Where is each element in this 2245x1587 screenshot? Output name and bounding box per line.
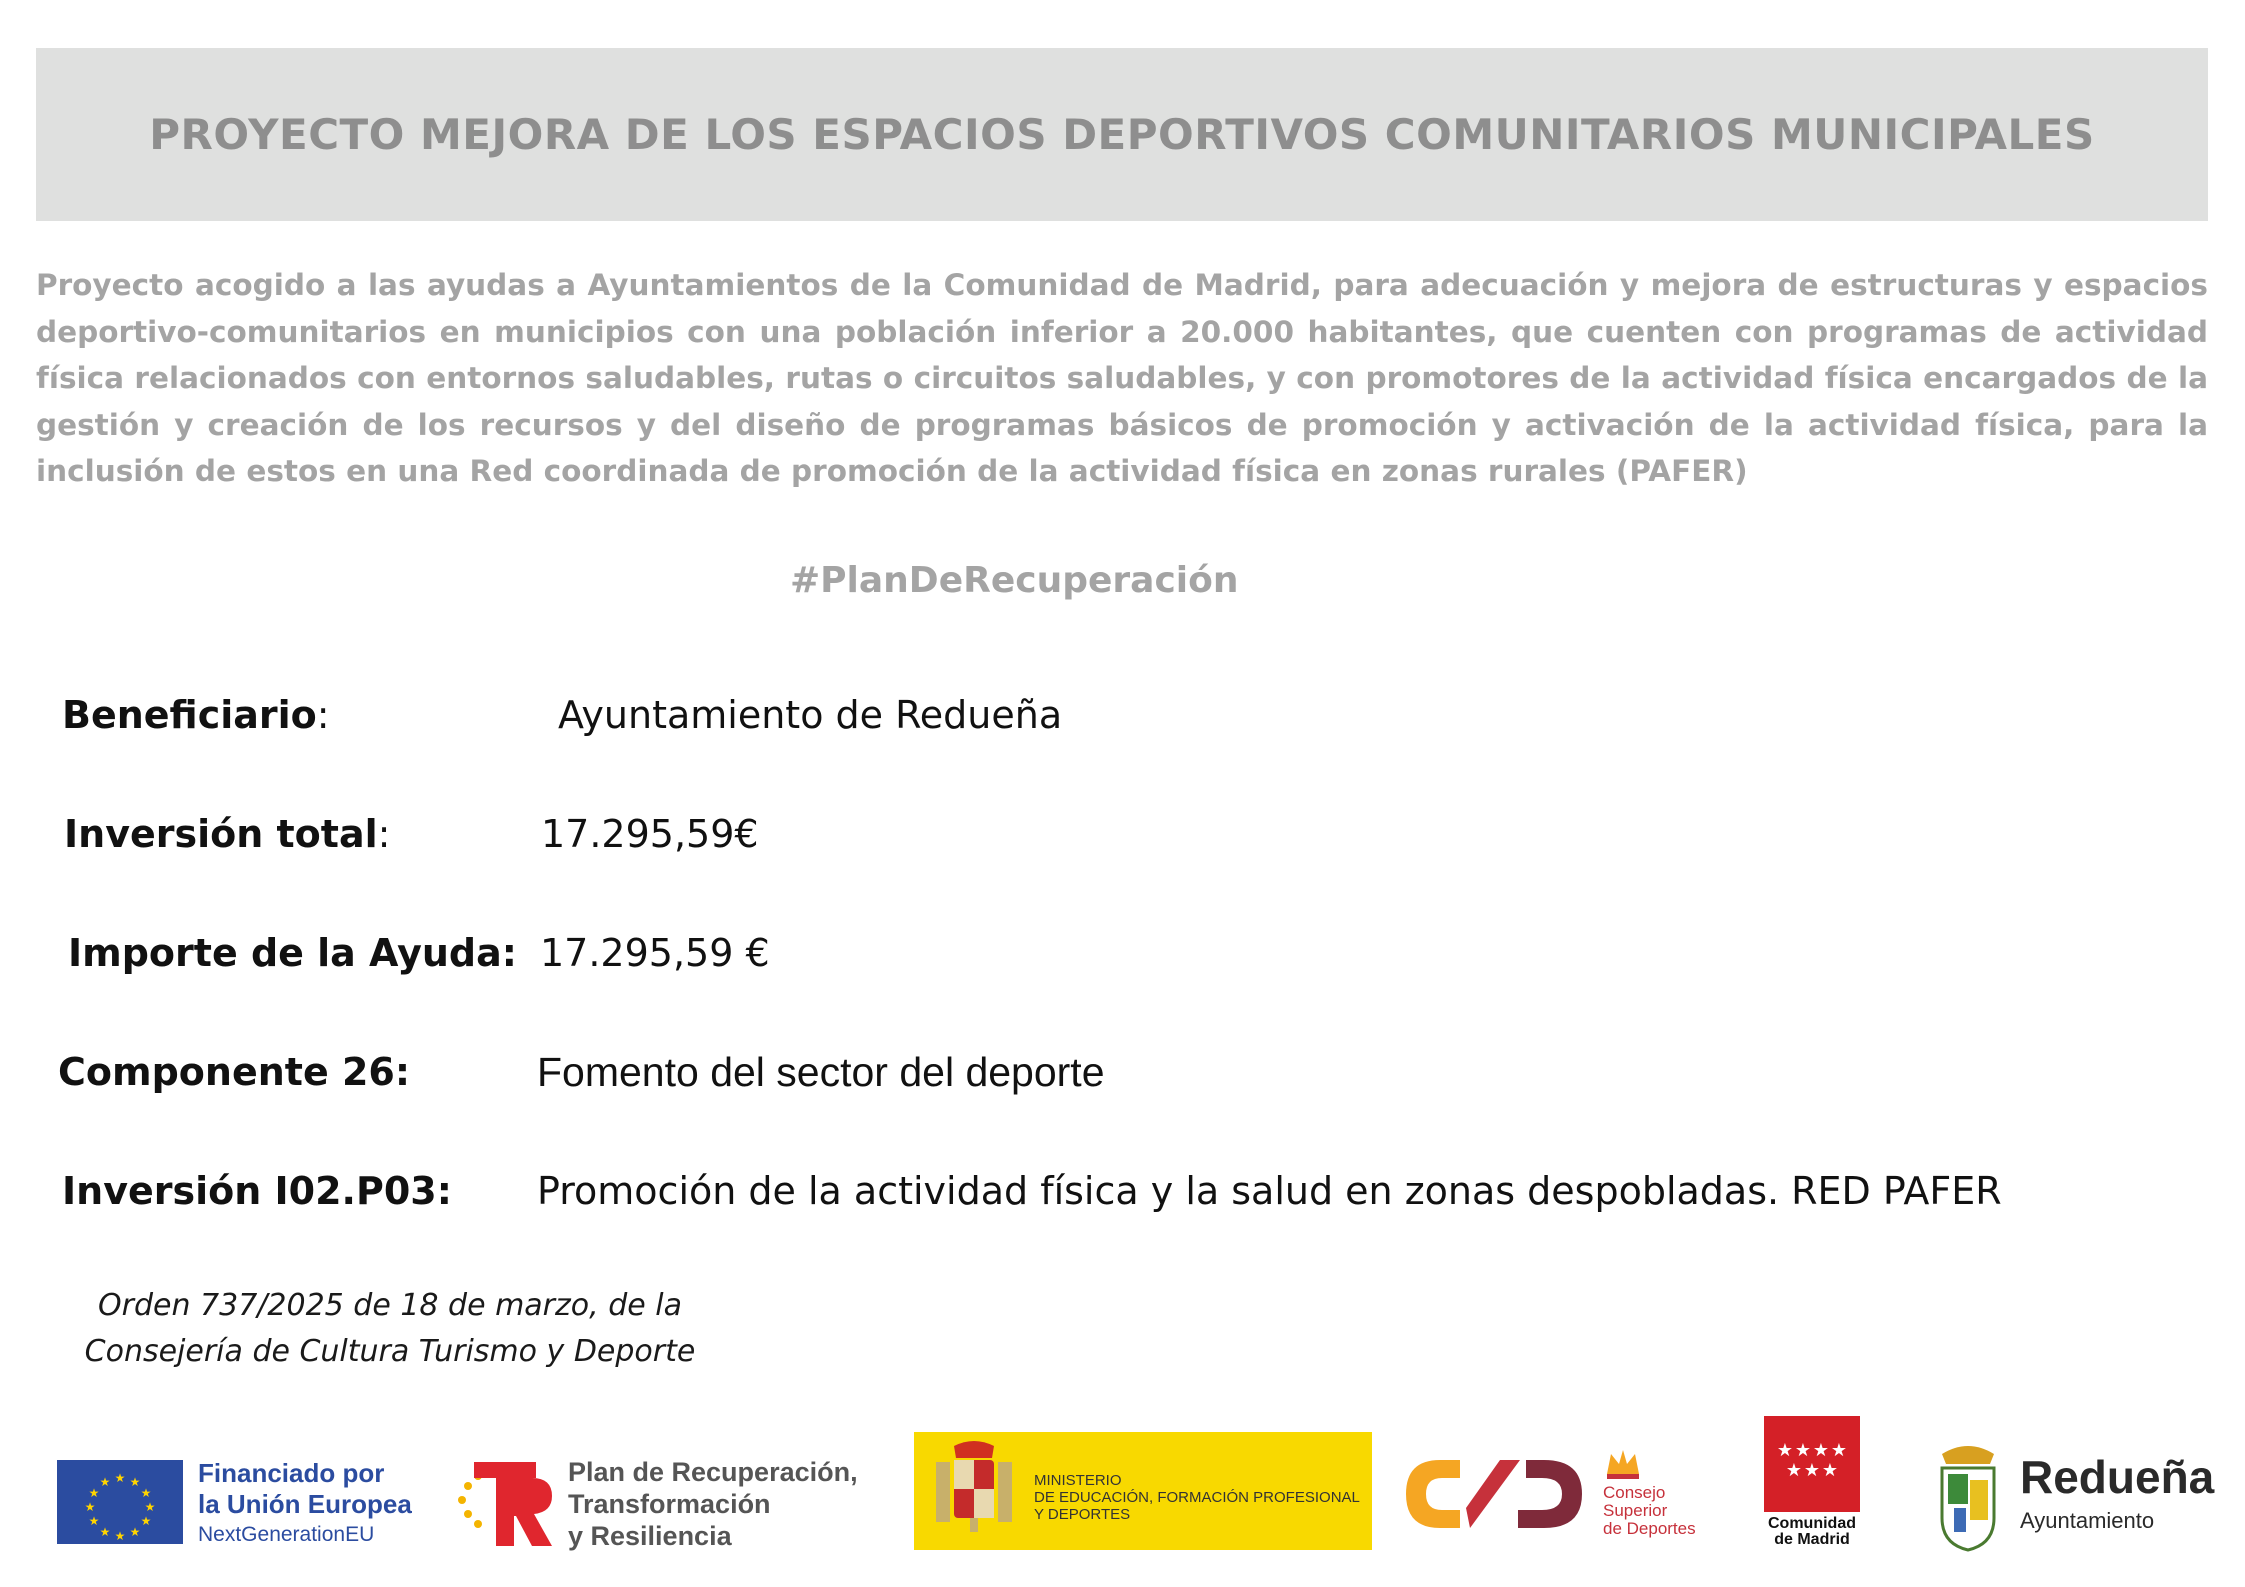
reduena-coat-of-arms-icon [1936,1440,2000,1557]
svg-text:★: ★ [1821,1460,1839,1481]
svg-text:★: ★ [1830,1440,1848,1461]
ministerio-logo [914,1432,1372,1550]
svg-text:★: ★ [88,1514,100,1528]
svg-text:★: ★ [1776,1440,1794,1461]
crown-icon [1603,1444,1643,1485]
svg-text:★: ★ [140,1486,152,1500]
prtr-logo-text: Plan de Recuperación, Transformación y Resiliencia [568,1457,858,1551]
svg-text:★: ★ [1794,1440,1812,1461]
svg-text:★: ★ [88,1486,100,1500]
beneficiario-label: Beneficiario: [62,693,330,737]
importe-label: Importe de la Ayuda: [68,931,517,975]
svg-text:★: ★ [1812,1440,1830,1461]
project-description: Proyecto acogido a las ayudas a Ayuntamientos de la Comunidad de Madrid, para adecuación y mejora de estructuras y espacios deportivo-comunitarios en municipios con una población inferior a 20.000 habitantes, que cuenten con programas de actividad física relacionados con entornos saludables, rutas o circuitos saludables, y con promotores de la actividad física encargados de la gestión y creación de los recursos y del diseño de programas básicos de promoción y activación de la actividad física, para la inclusión de estos en una Red coordinada de promoción de la actividad física en zonas rurales (PAFER) [36,268,2208,488]
comunidad-madrid-text: Comunidad de Madrid [1768,1515,1856,1548]
svg-text:★: ★ [114,1471,126,1485]
svg-text:★: ★ [129,1525,141,1539]
reduena-name: Redueña [2020,1451,2215,1503]
svg-text:★: ★ [99,1525,111,1539]
comunidad-madrid-flag-logo [1764,1416,1860,1512]
svg-text:★: ★ [144,1500,156,1514]
reduena-ayuntamiento: Ayuntamiento [2020,1508,2155,1533]
inversion-total-value: 17.295,59€ [541,812,759,856]
importe-value: 17.295,59 € [540,931,770,975]
componente-label: Componente 26: [58,1050,411,1094]
eu-flag-logo [57,1460,183,1544]
coat-of-arms-spain-icon [924,1432,1024,1550]
componente-value: Fomento del sector del deporte [537,1049,1105,1095]
header-banner [36,48,2208,221]
inversion-code-label: Inversión I02.P03: [62,1169,452,1213]
svg-text:★: ★ [140,1514,152,1528]
svg-text:★: ★ [99,1475,111,1489]
order-reference [40,1283,740,1375]
order-line-1: Orden 737/2025 de 18 de marzo, de la [98,1288,682,1323]
svg-text:★: ★ [129,1475,141,1489]
madrid-stars-icon [1764,1416,1860,1512]
csd-logo-text: Consejo Superior de Deportes [1603,1483,1696,1538]
eu-funding-logo-text: Financiado por la Unión Europea NextGenerationEU [198,1458,412,1546]
page-title: PROYECTO MEJORA DE LOS ESPACIOS DEPORTIVOS COMUNITARIOS MUNICIPALES [149,110,2095,159]
svg-text:★: ★ [1785,1460,1803,1481]
svg-text:★: ★ [1803,1460,1821,1481]
prtr-logo-icon [452,1456,558,1553]
inversion-total-label: Inversión total: [64,812,391,856]
svg-text:★: ★ [114,1529,126,1543]
hashtag: #PlanDeRecuperación [790,560,1239,601]
inversion-code-value: Promoción de la actividad física y la salud en zonas despobladas. RED PAFER [537,1169,2002,1213]
order-line-2: Consejería de Cultura Turismo y Deporte [84,1334,696,1369]
eu-stars-icon [57,1460,183,1544]
ministerio-text: MINISTERIO DE EDUCACIÓN, FORMACIÓN PROFESIONAL Y DEPORTES [1034,1472,1360,1523]
beneficiario-value: Ayuntamiento de Redueña [558,693,1063,737]
csd-logo-icon [1400,1452,1590,1541]
svg-text:★: ★ [84,1500,96,1514]
